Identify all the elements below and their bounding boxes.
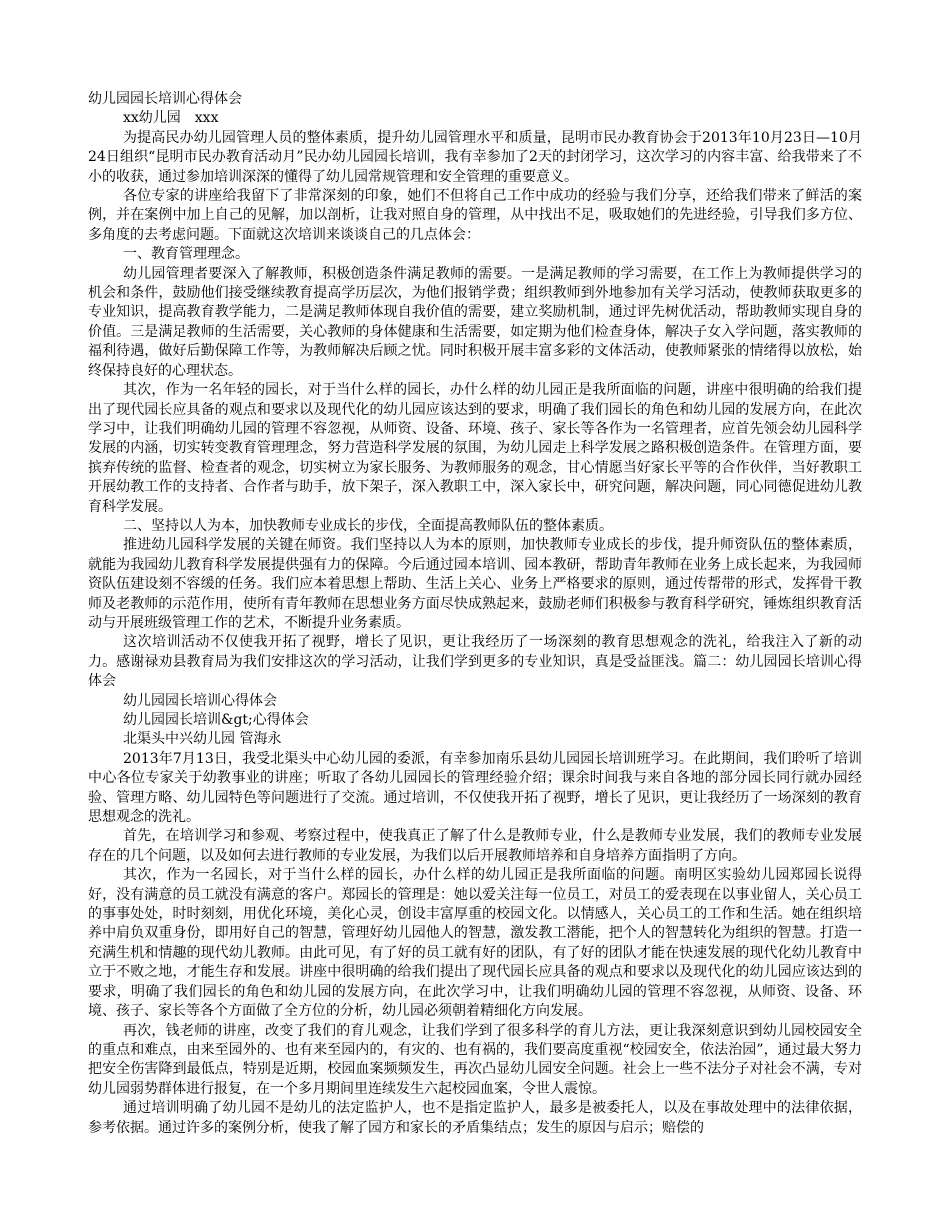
paragraph-training-intro: 2013年7月13日，我受北渠头中心幼儿园的委派，有幸参加南乐县幼儿园园长培训班学习。在此期间，我们聆听了培训中心各位专家关于幼教事业的讲座；听取了各幼儿园园长的管理经验介绍；课余时间我与来自各地的部分园长同行就办园经验、管理方略、幼儿园特色等问题进行了交流。通过培训，不仅使我开拓了视野，增长了见识，更让我经历了一场深刻的教育思想观念的洗礼。 [88,750,862,826]
article2-subtitle: 幼儿园园长培训&gt;心得体会 [123,712,309,728]
paragraph-first: 首先，在培训学习和参观、考察过程中，使我真正了解了什么是教师专业，什么是教师专业发展，我们的教师专业发展存在的几个问题，以及如何去进行教师的专业发展，为我们以后开展教师培养和自身培养方面指明了方向。 [88,828,862,864]
paragraph-staff-development: 推进幼儿园科学发展的关键在师资。我们坚持以人为本的原则，加快教师专业成长的步伐，提升师资队伍的整体素质，就能为我园幼儿教育科学发展提供强有力的保障。今后通过园本培训、园本教研，帮助青年教师在业务上成长起来，为我园师资队伍建设刻不容缓的任务。我们应本着思想上帮助、生活上关心、业务上严格要求的原则，通过传帮带的形式，发挥骨干教师及老教师的示范作用，使所有青年教师在思想业务方面尽快成熟起来，鼓励老师们积极参与教育科学研究，锤炼组织教育活动与开展班级管理工作的艺术，不断提升业务素质。 [88,537,862,631]
article2-title: 幼儿园园长培训心得体会 [123,692,277,709]
paragraph-conclusion: 这次培训活动不仅使我开拓了视野，增长了见识，更让我经历了一场深刻的教育思想观念的洗礼，给我注入了新的动力。感谢禄劝县教育局为我们安排这次的学习活动，让我们学到更多的专业知识，真是受益匪浅。篇二：幼儿园园长培训心得体会 [88,634,862,690]
paragraph-intro: 为提高民办幼儿园管理人员的整体素质，提升幼儿园管理水平和质量，昆明市民办教育协会于2013年10月23日—10月24日组织“昆明市民办教育活动月”民办幼儿园园长培训，我有幸参加了2天的封闭学习，这次学习的内容丰富、给我带来了不小的收获，通过参加培训深深的懂得了幼儿园常规管理和安全管理的重要意义。 [88,129,862,185]
doc-title: 幼儿园园长培训心得体会 [88,91,242,107]
paragraph-teacher-needs: 幼儿园管理者要深入了解教师，积极创造条件满足教师的需要。一是满足教师的学习需要，在工作上为教师提供学习的机会和条件，鼓励他们接受继续教育提高学历层次，为他们报销学费；组织教师到外地参加有关学习活动，使教师获取更多的专业知识，提高教育教学能力，二是满足教师体现自我价值的需要，建立奖励机制，通过评先树优活动，帮助教师实现自身的价值。三是满足教师的生活需要，关心教师的身体健康和生活需要，如定期为他们检查身体，解决子女入学问题，落实教师的福利待遇，做好后勤保障工作等，为教师解决后顾之忧。同时积极开展丰富多彩的文体活动，使教师紧张的情绪得以放松，始终保持良好的心理状态。 [88,265,862,379]
paragraph-experts: 各位专家的讲座给我留下了非常深刻的印象，她们不但将自己工作中成功的经验与我们分享，还给我们带来了鲜活的案例，并在案例中加上自己的见解，加以剖析，让我对照自身的管理，从中找出不足，吸取她们的先进经验，引导我们多方位、多角度的去考虑问题。下面就这次培训来谈谈自己的几点体会： [88,188,862,243]
paragraph-third: 再次，钱老师的讲座，改变了我们的育儿观念，让我们学到了很多科学的育儿方法，更让我深刻意识到幼儿园校园安全的重点和难点，由来至园外的、也有来至园内的，有灾的、也有祸的，我们要高度重视“校园安全，依法治园”，通过最大努力把安全伤害降到最低点，特别是近期，校园血案频频发生，再次凸显幼儿园安全问题。社会上一些不法分子对社会不满，专对幼儿园弱势群体进行报复，在一个多月期间里连续发生六起校园血案，令世人震惊。 [88,1022,862,1097]
article2-author: 北渠头中兴幼儿园 管海永 [123,731,282,748]
section-heading-1: 一、教育管理理念。 [123,246,249,263]
paragraph-director-role: 其次，作为一名年轻的园长，对于当什么样的园长，办什么样的幼儿园正是我所面临的问题，讲座中很明确的给我们提出了现代园长应具备的观点和要求以及现代化的幼儿园应该达到的要求，明确了我们园长的角色和幼儿园的发展方向，在此次学习中，让我们明确幼儿园的管理不容忽视，从师资、设备、环境、孩子、家长等各作为一名管理者，应首先领会幼儿园科学发展的内涵，切实转变教育管理理念，努力营造科学发展的氛围，为幼儿园走上科学发展之路积极创造条件。在管理方面，要摈弃传统的监督、检查者的观念，切实树立为家长服务、为教师服务的观念，甘心情愿当好家长平等的合作伙伴，当好教职工开展幼教工作的支持者、合作者与助手，放下架子，深入教职工中，深入家长中，研究问题，解决问题，同心同德促进幼儿教育科学发展。 [88,382,862,515]
section-heading-2: 二、坚持以人为本，加快教师专业成长的步伐，全面提高教师队伍的整体素质。 [123,517,613,534]
doc-byline: xx幼儿园 xxx [123,110,219,127]
paragraph-guardianship: 通过培训明确了幼儿园不是幼儿的法定监护人，也不是指定监护人，最多是被委托人，以及在事故处理中的法律依据，参考依据。通过许多的案例分析，使我了解了园方和家长的矛盾集结点；发生的原因与启示；赔偿的 [88,1100,862,1136]
paragraph-second: 其次，作为一名园长，对于当什么样的园长，办什么样的幼儿园正是我所面临的问题。南明区实验幼儿园郑园长说得好，没有满意的员工就没有满意的客户。郑园长的管理是：她以爱关注每一位员工，对员工的爱表现在以事业留人，关心员工的事事处处，时时刻刻，用优化环境，美化心灵，创设丰富厚重的校园文化。以情感人，关心员工的工作和生活。她在组织培养中肩负双重身份，即用好自己的智慧，管理好幼儿园他人的智慧，激发教工潜能，把个人的智慧转化为组织的智慧。打造一充满生机和情趣的现代幼儿教师。由此可见，有了好的员工就有好的团队，有了好的团队才能在快速发展的现代化幼儿教育中立于不败之地，才能生存和发展。讲座中很明确的给我们提出了现代园长应具备的观点和要求以及现代化的幼儿园应该达到的要求，明确了我们园长的角色和幼儿园的发展方向，在此次学习中，让我们明确幼儿园的管理不容忽视，从师资、设备、环境、孩子、家长等各个方面做了全方位的分析，幼儿园必须朝着精细化方向发展。 [88,867,862,1020]
